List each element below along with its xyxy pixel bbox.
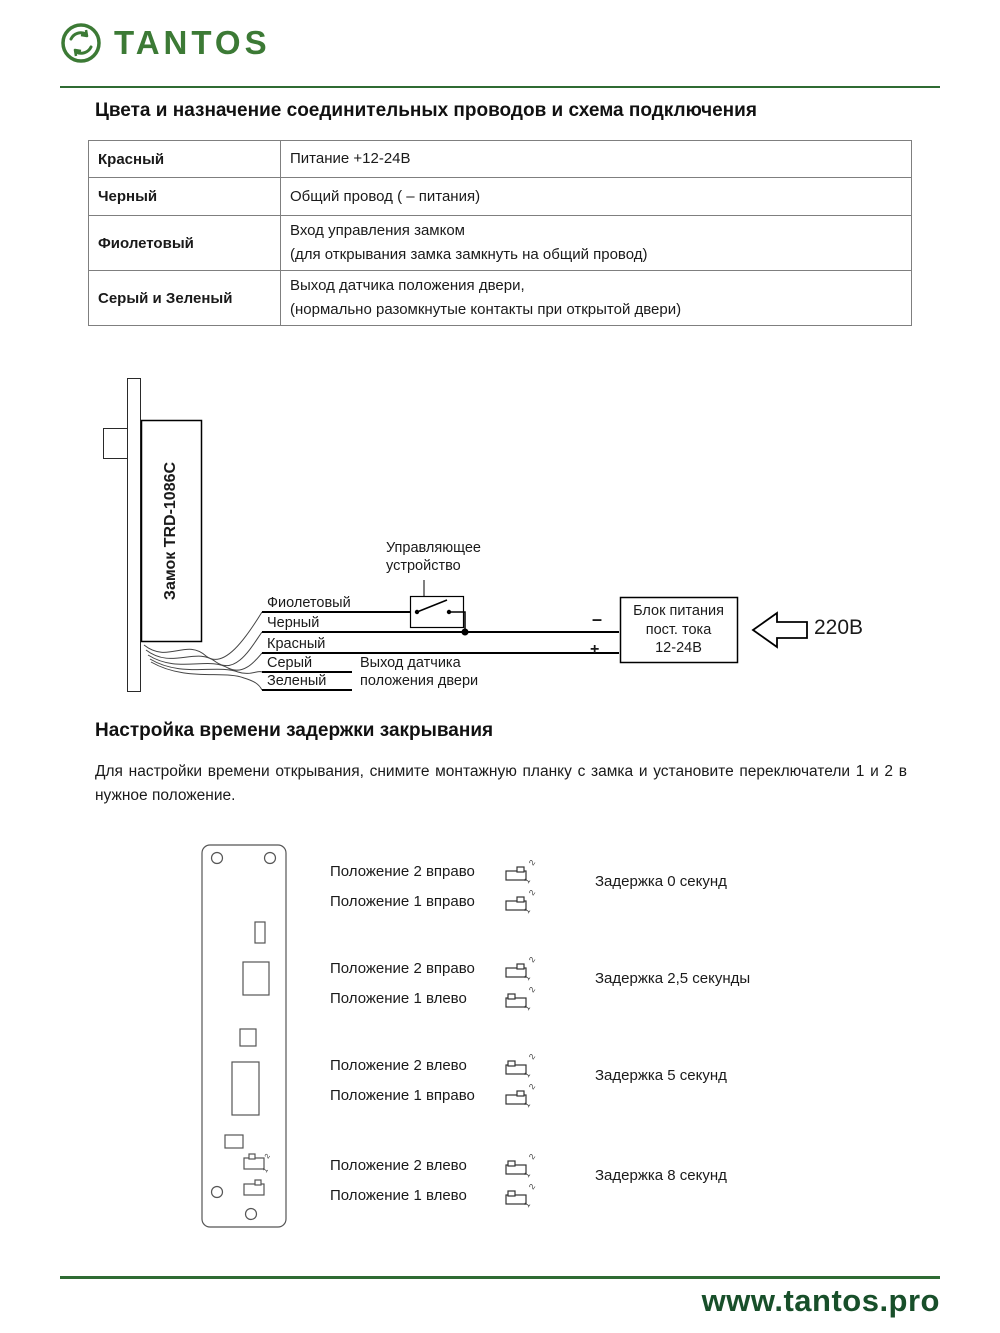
wire-label-red: Красный	[267, 636, 326, 652]
dip-switch-icon	[503, 1151, 543, 1179]
option3-pos1-row	[330, 1082, 543, 1108]
wire-name-cell: Фиолетовый	[89, 216, 281, 271]
wire-name-cell: Красный	[89, 141, 281, 178]
page-title: Цвета и назначение соединительных проводов и схема подключения	[95, 100, 757, 121]
dip-switch-icon	[503, 1051, 543, 1079]
mains-voltage-label: 220В	[814, 616, 864, 639]
delay-value-label: Задержка 0 секунд	[595, 873, 727, 890]
option4-pos1-row	[330, 1182, 543, 1208]
svg-text:1: 1	[261, 1166, 270, 1175]
option2-pos1-row	[330, 985, 543, 1011]
svg-text:2: 2	[527, 985, 538, 995]
svg-text:2: 2	[527, 1152, 538, 1162]
svg-text:1: 1	[522, 1200, 533, 1209]
control-device-line1: Управляющее	[386, 540, 481, 556]
svg-text:2: 2	[527, 955, 538, 965]
dip-switch-icon	[503, 1081, 543, 1109]
svg-text:1: 1	[522, 876, 533, 885]
wire-label-violet: Фиолетовый	[267, 595, 351, 611]
minus-sign: –	[592, 609, 603, 629]
wire-label-gray: Серый	[267, 655, 313, 671]
svg-text:2: 2	[527, 1052, 538, 1062]
svg-text:1: 1	[522, 906, 533, 915]
plus-sign: +	[590, 641, 600, 658]
svg-text:1: 1	[522, 1070, 533, 1079]
option-label: Положение 2 влево	[330, 1056, 467, 1074]
sensor-line1: Выход датчика	[360, 655, 461, 671]
wire-name-cell: Черный	[89, 178, 281, 216]
option-label: Положение 1 вправо	[330, 892, 475, 910]
desc-line: (нормально разомкнутые контакты при открытой двери)	[290, 301, 682, 318]
control-device-line2: устройство	[386, 557, 461, 574]
dip-switch-icon	[503, 857, 543, 885]
svg-text:1: 1	[522, 1003, 533, 1012]
option-label: Положение 2 вправо	[330, 959, 475, 977]
svg-text:2: 2	[527, 1182, 538, 1192]
delay-value-label: Задержка 8 секунд	[595, 1167, 727, 1184]
footer-divider	[60, 1276, 940, 1279]
wire-label-green: Зеленый	[267, 673, 327, 689]
desc-line: Вход управления замком	[290, 222, 465, 239]
desc-line: (для открывания замка замкнуть на общий провод)	[290, 246, 648, 263]
option-label: Положение 2 вправо	[330, 862, 475, 880]
option-label: Положение 2 влево	[330, 1156, 467, 1174]
psu-line1: Блок питания	[633, 603, 724, 619]
psu-line2: пост. тока	[645, 621, 712, 638]
desc-line: Общий провод ( – питания)	[290, 187, 481, 205]
delay-value-label: Задержка 2,5 секунды	[595, 970, 751, 987]
svg-text:2: 2	[527, 858, 538, 868]
option-label: Положение 1 влево	[330, 989, 467, 1007]
section-paragraph: Для настройки времени открывания, снимите монтажную планку с замка и установите переключатели 1 и 2 в нужное положение.	[95, 763, 907, 804]
dip-switch-icon	[503, 1181, 543, 1209]
option4-pos2-row	[330, 1152, 543, 1178]
svg-text:2: 2	[263, 1152, 272, 1161]
svg-text:2: 2	[527, 1082, 538, 1092]
wire-label-black: Черный	[267, 615, 320, 631]
option2-pos2-row	[330, 955, 543, 981]
lock-label-text: Замок TRD-1086C	[162, 461, 180, 600]
dip-switch-icon	[503, 984, 543, 1012]
delay-value-label: Задержка 5 секунд	[595, 1067, 727, 1084]
footer-url: www.tantos.pro	[701, 1283, 940, 1318]
desc-line: Выход датчика положения двери,	[290, 277, 525, 294]
svg-text:2: 2	[527, 888, 538, 898]
psu-line3: 12-24В	[655, 640, 702, 656]
dip-switch-icon	[503, 887, 543, 915]
brand-name: TANTOS	[114, 24, 271, 61]
option-label: Положение 1 вправо	[330, 1086, 475, 1104]
mounting-plate-graphic	[200, 843, 290, 1229]
sensor-line2: положения двери	[360, 672, 479, 689]
desc-line: Питание +12-24В	[290, 150, 411, 167]
svg-text:1: 1	[522, 1100, 533, 1109]
svg-text:1: 1	[522, 973, 533, 982]
option3-pos2-row	[330, 1052, 543, 1078]
wire-name-cell: Серый и Зеленый	[89, 271, 281, 326]
option-label: Положение 1 влево	[330, 1186, 467, 1204]
option1-pos1-row	[330, 888, 543, 914]
option1-pos2-row	[330, 858, 543, 884]
dip-switch-icon	[503, 954, 543, 982]
section-heading: Настройка времени задержки закрывания	[95, 720, 494, 741]
svg-text:1: 1	[522, 1170, 533, 1179]
